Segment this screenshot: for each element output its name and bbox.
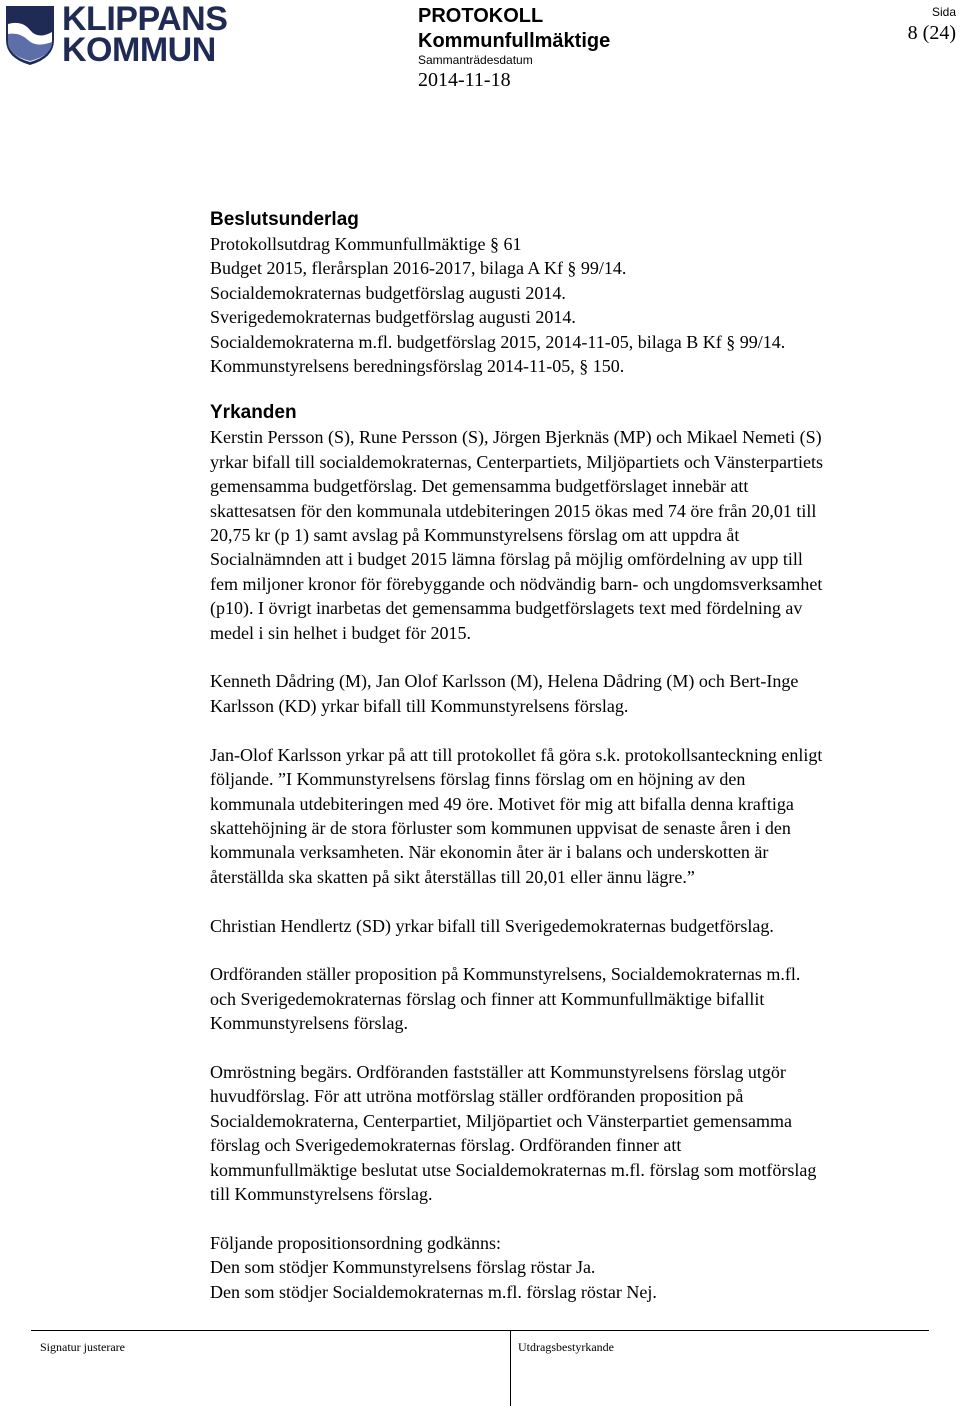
text-line: Kenneth Dådring (M), Jan Olof Karlsson (M), Helena Dådring (M) och Bert-Inge [210,671,799,692]
list-item: Kommunstyrelsens beredningsförslag 2014-11-05, § 150. [210,356,625,377]
text-line: fem miljoner kronor för förebyggande och nödvändig barn- och ungdomsverksamhet [210,573,823,594]
meeting-body: Kommunfullmäktige [418,30,611,52]
text-line: Karlsson (KD) yrkar bifall till Kommunstyrelsens förslag. [210,695,629,716]
text-line: gemensamma budgetförslag. Det gemensamma budgetförslaget innebär att [210,476,749,497]
text-line: kommunfullmäktige beslutat utse Socialdemokraternas m.fl. förslag som motförslag [210,1159,817,1180]
text-line: kommunala utdebiteringen med 49 öre. Motivet för mig att bifalla denna kraftiga [210,793,794,814]
page-number: 8 (24) [907,22,956,44]
document-type: PROTOKOLL [418,5,544,27]
text-line: förslag och Sverigedemokraternas förslag. Ordföranden finner att [210,1135,682,1156]
coat-of-arms-icon [4,4,56,66]
paragraph [210,669,945,718]
beslutsunderlag-list [210,232,945,378]
text-line: (p10). I övrigt inarbetas det gemensamma budgetförslagets text med fördelning av [210,598,803,619]
logo-wordmark [62,0,228,69]
logo-line-2: KOMMUN [62,31,216,69]
page-label: Sida [931,5,956,19]
text-line: följande. ”I Kommunstyrelsens förslag finns förslag om en höjning av den [210,769,746,790]
logo-line-1: KLIPPANS [62,0,228,38]
yrkanden-paragraphs [210,425,945,1304]
text-line: medel i sin helhet i budget för 2015. [210,622,471,643]
municipality-logo [4,0,228,69]
text-line: Kerstin Persson (S), Rune Persson (S), Jörgen Bjerknäs (MP) och Mikael Nemeti (S) [210,427,822,448]
text-line: Socialdemokraterna, Centerpartiet, Miljöpartiet och Vänsterpartiet gemensamma [210,1110,792,1131]
beslutsunderlag-heading: Beslutsunderlag [210,209,359,230]
text-line: skattehöjning är de stora förluster som kommunen uppvisat de senaste åren i den [210,817,791,838]
text-line: återställda ska skatten på sikt återställas till 20,01 eller ännu lägre.” [210,866,695,887]
footer-divider-horizontal [31,1330,929,1331]
text-line: Den som stödjer Kommunstyrelsens förslag röstar Ja. [210,1257,596,1278]
paragraph [210,914,945,938]
text-line: och Sverigedemokraternas förslag och finner att Kommunfullmäktige bifallit [210,988,765,1009]
text-line: till Kommunstyrelsens förslag. [210,1183,433,1204]
list-item: Sverigedemokraternas budgetförslag augusti 2014. [210,307,576,328]
yrkanden-heading: Yrkanden [210,402,297,424]
text-line: Jan-Olof Karlsson yrkar på att till protokollet få göra s.k. protokollsanteckning enligt [210,744,823,765]
paragraph [210,743,945,889]
text-line: huvudförslag. För att utröna motförslag ställer ordföranden proposition på [210,1086,744,1107]
list-item: Budget 2015, flerårsplan 2016-2017, bilaga A Kf § 99/14. [210,258,627,279]
paragraph [210,425,945,645]
text-line: Följande propositionsordning godkänns: [210,1232,501,1253]
document-body [210,208,945,1328]
list-item: Protokollsutdrag Kommunfullmäktige § 61 [210,234,522,254]
certification-label: Utdragsbestyrkande [518,1340,614,1354]
list-item: Socialdemokraterna m.fl. budgetförslag 2015, 2014-11-05, bilaga B Kf § 99/14. [210,331,786,352]
date-label: Sammanträdesdatum [418,53,533,67]
text-line: kommunala verksamheten. När ekonomin åter är i balans och underskotten är [210,842,769,863]
list-item: Socialdemokraternas budgetförslag augusti 2014. [210,282,566,303]
text-line: yrkar bifall till socialdemokraternas, Centerpartiets, Miljöpartiets och Vänsterpartiets [210,451,823,472]
text-line: 20,75 kr (p 1) samt avslag på Kommunstyrelsens förslag om att uppdra åt [210,525,740,546]
text-line: skattesatsen för den kommunala utdebiteringen 2015 ökas med 74 öre från 20,01 till [210,500,817,521]
text-line: Kommunstyrelsens förslag. [210,1013,408,1034]
text-line: Den som stödjer Socialdemokraternas m.fl. förslag röstar Nej. [210,1281,657,1302]
signature-label: Signatur justerare [40,1340,125,1354]
text-line: Socialnämnden att i budget 2015 lämna förslag på möjlig omfördelning av upp till [210,549,803,570]
meeting-date: 2014-11-18 [418,69,511,91]
paragraph [210,1060,945,1206]
paragraph [210,962,945,1035]
text-line: Christian Hendlertz (SD) yrkar bifall till Sverigedemokraternas budgetförslag. [210,915,774,936]
text-line: Omröstning begärs. Ordföranden fastställer att Kommunstyrelsens förslag utgör [210,1061,786,1082]
text-line: Ordföranden ställer proposition på Kommunstyrelsens, Socialdemokraternas m.fl. [210,964,801,985]
paragraph [210,1231,945,1304]
footer-divider-vertical [510,1330,511,1406]
